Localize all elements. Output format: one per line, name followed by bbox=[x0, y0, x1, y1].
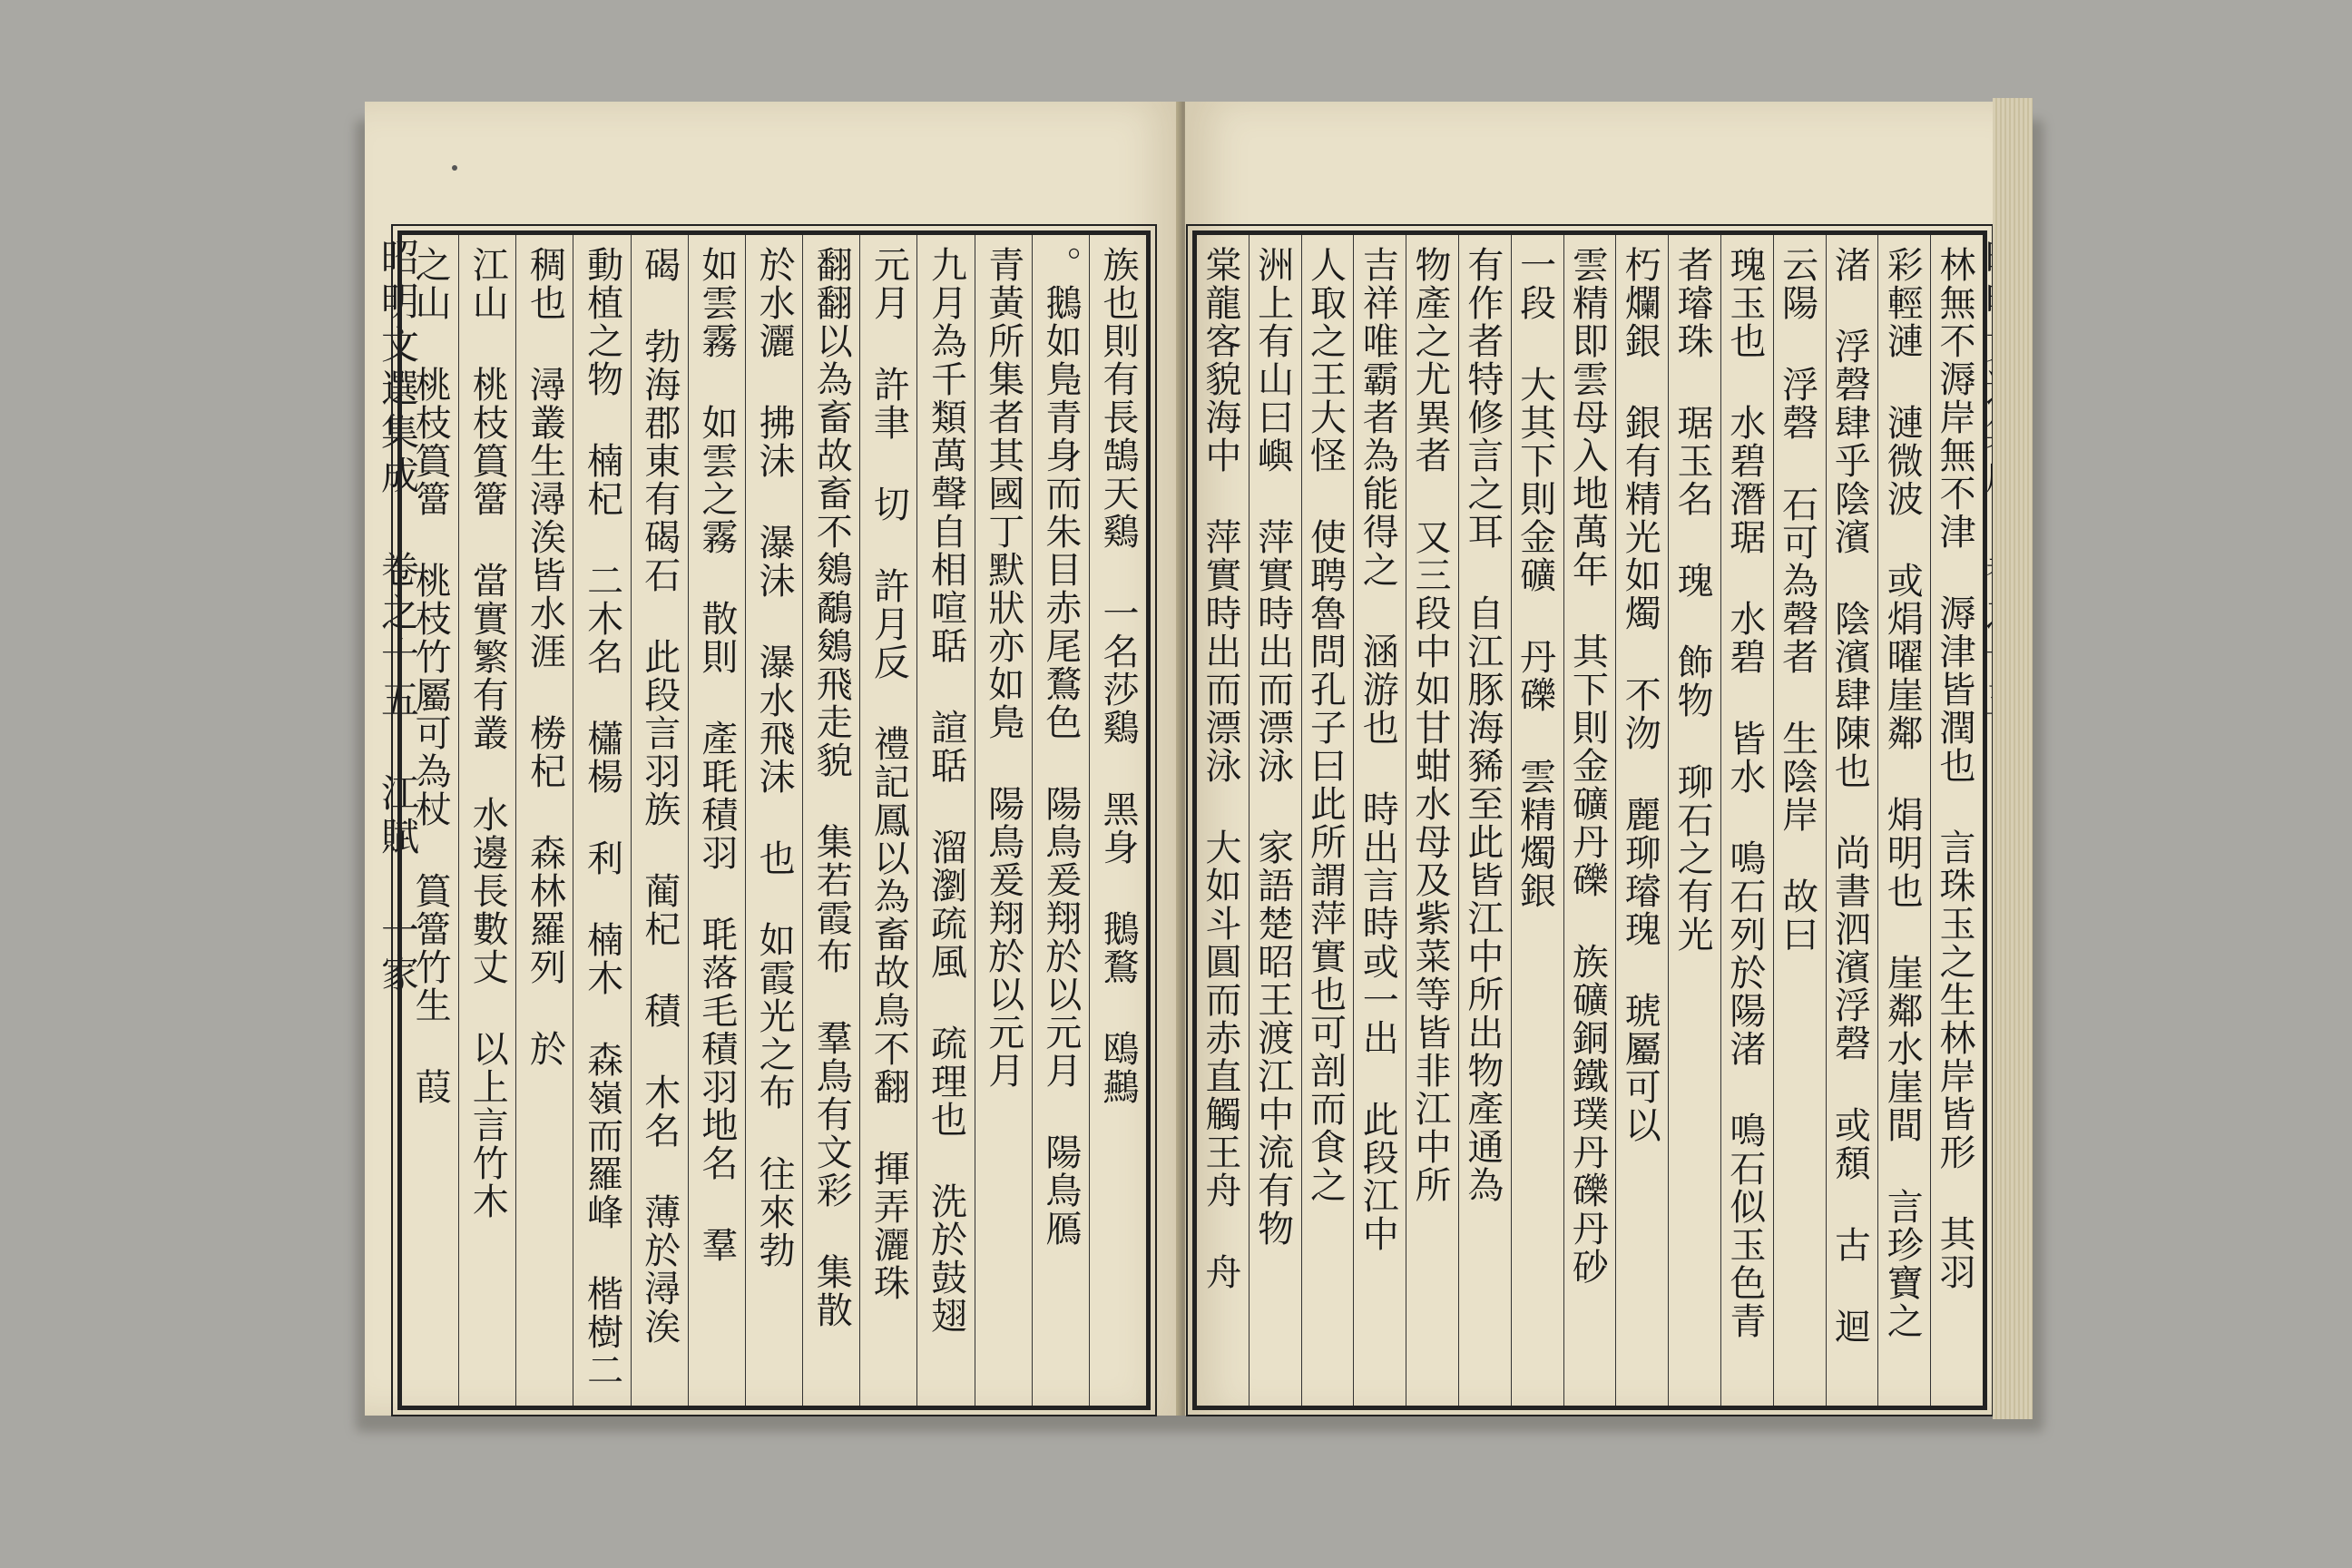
left-page bbox=[365, 102, 1181, 1416]
left-text-column: 如雲霧 如雲之霧 散則 產毦積羽 毦落毛積羽地名 羣 bbox=[688, 235, 745, 1406]
left-text-column: 碣 勃海郡東有碣石 此段言羽族 蔺杞 積 木名 薄於潯涘 bbox=[631, 235, 688, 1406]
left-text-column: 翻翻以為畜故畜不鵕鷸鵕飛走貌 集若霞布 羣鳥有文彩 集散 bbox=[802, 235, 859, 1406]
right-text-column: 云陽 浮磬 石可為磬者 生陰岸 故曰 bbox=[1773, 235, 1826, 1406]
left-text-column: 青黃所集者其國丁默狀亦如鳬 陽鳥爰翔於以元月 bbox=[975, 235, 1032, 1406]
left-text-column: 之山 桃枝篔簹 桃枝竹屬可為杖 篔簹竹生 葭 bbox=[409, 246, 452, 1106]
left-text-column: 於水灑 拂沬 瀑沬 瀑水飛沫 也 如霞光之布 往來勃 bbox=[745, 235, 802, 1406]
left-text-column: 九月為千類萬聲自相喧聒 諠聒 溜瀏疏風 疏理也 洗於鼓翅 bbox=[916, 235, 974, 1406]
left-text-column: 族也則有長鵠天鷄 一名莎鷄 黑身 鵝鶩 鴎䴏 bbox=[1089, 235, 1146, 1406]
left-text-column: 元月 許聿 切 許月反 禮記鳳以為畜故鳥不翻 揮弄灑珠 bbox=[859, 235, 916, 1406]
right-text-frame bbox=[1192, 230, 1987, 1410]
left-page-margin-title: 昭明文選集成 卷之十五 江賦 一家 bbox=[376, 238, 420, 997]
page-edges bbox=[1993, 98, 2033, 1419]
right-page bbox=[1185, 102, 2002, 1416]
right-text-column: 林無不溽岸無不津 溽津皆潤也 言珠玉之生林岸皆形 其羽 bbox=[1930, 235, 1983, 1406]
left-text-column: 稠也 潯叢生潯涘皆水涯 椦杞 森林羅列 於 bbox=[515, 235, 573, 1406]
right-text-column: 者璿珠 琚玉名 瑰 飾物 珋石之有光 bbox=[1668, 235, 1720, 1406]
right-text-column: 雲精即雲母入地萬年 其下則金礦丹礫 族礦銅鐵璞丹礫丹砂 bbox=[1563, 235, 1616, 1406]
left-text-column: 。鵝如鳬青身而朱目赤尾鶩色 陽鳥爰翔於以元月 陽鳥鴈 bbox=[1032, 235, 1089, 1406]
right-text-columns bbox=[1197, 235, 1983, 1406]
wear-dot bbox=[452, 165, 457, 171]
right-text-column: 朽爛銀 銀有精光如燭 不沕 麗珋璿瑰 琥屬可以 bbox=[1615, 235, 1668, 1406]
right-text-column: 彩輕漣 漣微波 或焆曜崖鄰 焆明也 崖鄰水崖間 言珍寶之 bbox=[1877, 235, 1930, 1406]
right-text-column: 一段 大其下則金礦 丹礫 雲精燭銀 bbox=[1511, 235, 1563, 1406]
left-text-column: 動植之物 楠杞 二木名 櫹楊 利 楠木 森嶺而羅峰 楷樹二 bbox=[573, 235, 630, 1406]
right-text-column: 物產之尤異者 又三段中如甘蚶水母及紫菜等皆非江中所 bbox=[1406, 235, 1458, 1406]
right-text-column: 洲上有山曰嶼 萍實時出而漂泳 家語楚昭王渡江中流有物 bbox=[1249, 235, 1301, 1406]
left-text-frame bbox=[397, 230, 1151, 1410]
right-text-column: 吉祥唯霸者為能得之 涵游也 時出言時或一出 此段江中 bbox=[1353, 235, 1406, 1406]
left-text-column: 江山 桃枝篔簹 當實繁有叢 水邊長數丈 以上言竹木 bbox=[458, 235, 515, 1406]
right-text-column: 人取之王大怪 使聘魯問孔子曰此所謂萍實也可剖而食之 bbox=[1301, 235, 1354, 1406]
right-text-column: 渚 浮磬肆乎陰濱 陰濱肆陳也 尚書泗濱浮磬 或頹 古 迴 bbox=[1826, 235, 1878, 1406]
right-text-column: 瑰玉也 水碧潛琚 水碧 皆水 鳴石列於陽渚 鳴石似玉色青 bbox=[1720, 235, 1773, 1406]
right-text-column: 有作者特修言之耳 自江豚海豨至此皆江中所出物產通為 bbox=[1458, 235, 1511, 1406]
left-text-columns bbox=[402, 235, 1146, 1406]
right-text-column: 棠龍客貌海中 萍實時出而漂泳 大如斗圓而赤直觸王舟 舟 bbox=[1199, 246, 1241, 1291]
